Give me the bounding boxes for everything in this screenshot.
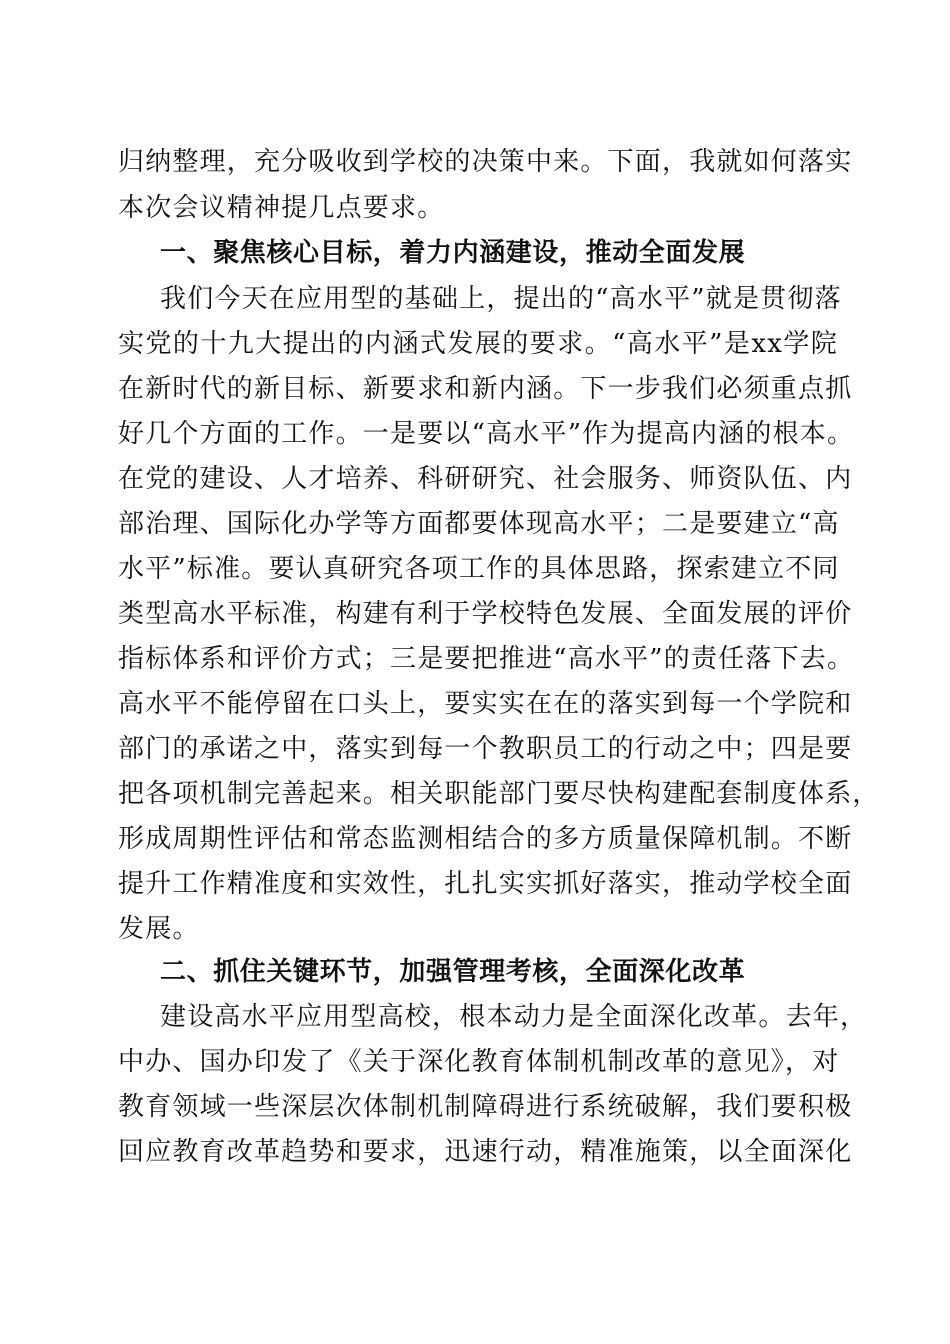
body-line: 实党的十九大提出的内涵式发展的要求。“高水平”是xx学院 [118,329,838,359]
body-line: 指标体系和评价方式；三是要把推进“高水平”的责任落下去。 [118,644,855,674]
body-line: 好几个方面的工作。一是要以“高水平”作为提高内涵的根本。 [118,419,855,449]
body-line: 回应教育改革趋势和要求，迅速行动，精准施策，以全面深化 [118,1137,853,1167]
body-line: 中办、国办印发了《关于深化教育体制机制改革的意见》，对 [118,1047,840,1077]
body-line: 把各项机制完善起来。相关职能部门要尽快构建配套制度体系， [118,779,880,809]
section-heading-2: 二、抓住关键环节，加强管理考核，全面深化改革 [160,957,746,987]
intro-line: 本次会议精神提几点要求。 [118,193,445,223]
body-line: 建设高水平应用型高校，根本动力是全面深化改革。去年， [160,1002,868,1032]
body-line: 高水平不能停留在口头上，要实实在在的落实到每一个学院和 [118,689,853,719]
intro-line: 归纳整理，充分吸收到学校的决策中来。下面，我就如何落实 [118,147,853,177]
body-line: 部治理、国际化办学等方面都要体现高水平；二是要建立“高 [118,509,840,539]
body-line: 发展。 [118,914,200,944]
body-line: 我们今天在应用型的基础上，提出的“高水平”就是贯彻落 [160,284,842,314]
body-line: 在党的建设、人才培养、科研研究、社会服务、师资队伍、内 [118,464,853,494]
body-line: 在新时代的新目标、新要求和新内涵。下一步我们必须重点抓 [118,374,853,404]
body-line: 教育领域一些深层次体制机制障碍进行系统破解，我们要积极 [118,1092,853,1122]
body-line: 部门的承诺之中，落实到每一个教职员工的行动之中；四是要 [118,734,853,764]
body-line: 提升工作精准度和实效性，扎扎实实抓好落实，推动学校全面 [118,869,853,899]
body-line: 类型高水平标准，构建有利于学校特色发展、全面发展的评价 [118,599,853,629]
body-line: 水平”标准。要认真研究各项工作的具体思路，探索建立不同 [118,554,840,584]
section-heading-1: 一、聚焦核心目标，着力内涵建设，推动全面发展 [160,238,746,268]
body-line: 形成周期性评估和常态监测相结合的多方质量保障机制。不断 [118,824,853,854]
